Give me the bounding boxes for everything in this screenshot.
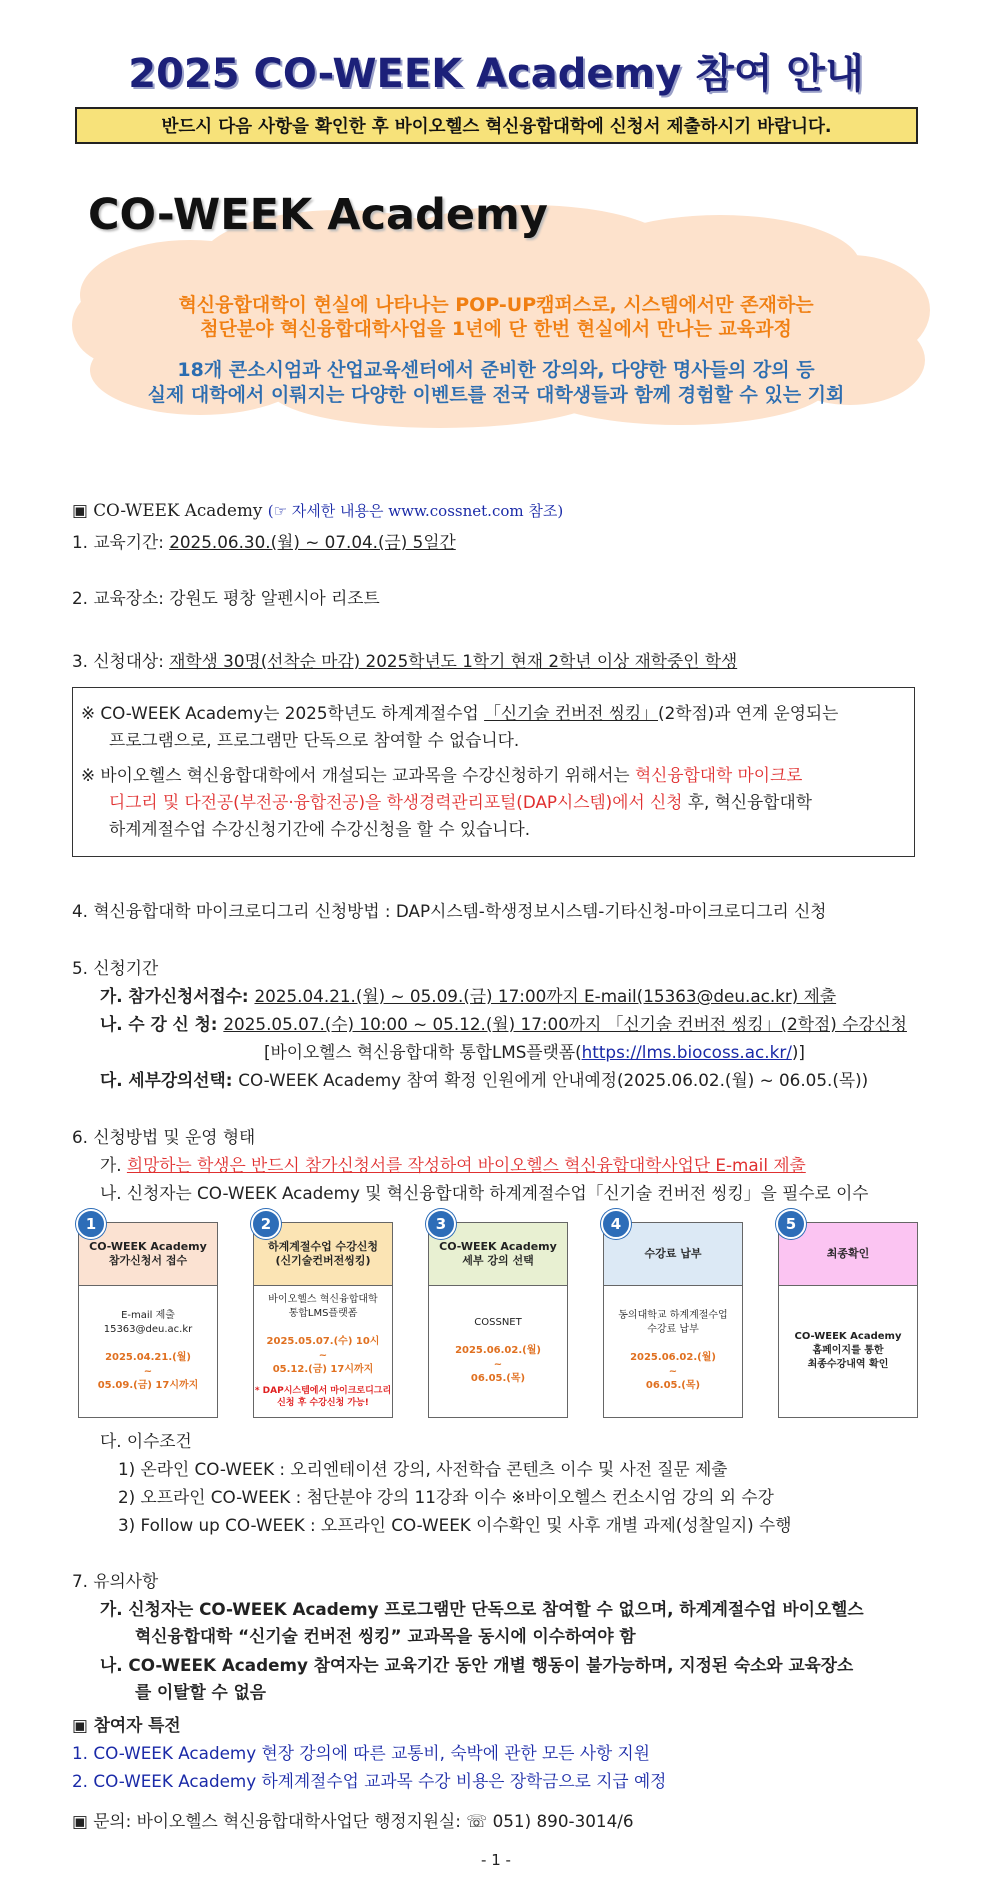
step-date-line: 06.05.(목) [645,1380,701,1391]
item-5b-sub: [바이오헬스 혁신융합대학 통합LMS플랫폼(https://lms.biocoss.ac.kr/)] [264,1042,805,1062]
step-date-line: 2025.05.07.(수) 10시 [266,1336,380,1347]
item-5b: 나. 수 강 신 청: 2025.05.07.(수) 10:00 ~ 05.12.(월) 17:00까지 「신기술 컨버전 씽킹」(2학점) 수강신청 [100,1014,907,1034]
step-body-line: CO-WEEK Academy [794,1331,902,1342]
step-date-line: ~ [143,1366,153,1377]
cloud-line-2: 첨단분야 혁신융합대학사업을 1년에 단 한번 현실에서 만나는 교육과정 [200,318,792,340]
step-warning-line: * DAP시스템에서 마이크로디그리 [254,1386,392,1396]
section-title: CO-WEEK Academy [93,500,263,520]
item-1-label: 1. 교육기간: [72,532,164,552]
step-card-2 [253,1222,393,1418]
benefit-2: 2. CO-WEEK Academy 하계계절수업 교과목 수강 비용은 장학금으로 지급 예정 [72,1771,667,1791]
item-6-title: 6. 신청방법 및 운영 형태 [72,1127,256,1147]
step-body [79,1285,217,1417]
step-date-line: 05.09.(금) 17시까지 [97,1380,199,1391]
step-body-line: 동의대학교 하계계절수업 [618,1310,728,1321]
item-7-title: 7. 유의사항 [72,1571,159,1591]
step-number-badge: 2 [251,1209,281,1239]
item-7a-1: 가. 신청자는 CO-WEEK Academy 프로그램만 단독으로 참여할 수 없으며, 하계계절수업 바이오헬스 [100,1599,864,1619]
step-card-5 [778,1222,918,1418]
step-number-badge: 1 [76,1209,106,1239]
note-2-line-2: 디그리 및 다전공(부전공·융합전공)을 학생경력관리포털(DAP시스템)에서 신청 후, 혁신융합대학 [109,792,812,812]
page-number: - 1 - [481,1851,511,1869]
cloud-line-1: 혁신융합대학이 현실에 나타나는 POP-UP캠퍼스로, 시스템에서만 존재하는 [178,294,814,316]
step-head-line: (신기술컨버전씽킹) [275,1254,371,1267]
step-head-line: 최종확인 [826,1247,870,1260]
step-body-line: 최종수강내역 확인 [807,1359,889,1370]
completion-title: 다. 이수조건 [100,1431,192,1451]
section-header [72,500,563,521]
step-body [779,1285,917,1417]
notice-banner [75,107,918,144]
item-3-value: 재학생 30명(선착순 마감) 2025학년도 1학기 현재 2학년 이상 재학중인 학생 [169,651,738,671]
item-3-label: 3. 신청대상: [72,651,164,671]
step-date-line: ~ [318,1350,328,1361]
step-number-badge: 5 [776,1209,806,1239]
step-date-line: 2025.04.21.(월) [105,1352,191,1363]
cloud-line-3: 18개 콘소시엄과 산업교육센터에서 준비한 강의와, 다양한 명사들의 강의 등 [177,359,815,381]
step-warning-line: 신청 후 수강신청 가능! [277,1398,369,1408]
step-body [429,1285,567,1417]
academy-heading: CO-WEEK Academy [88,190,548,240]
contact-line: ▣ 문의: 바이오헬스 혁신융합대학사업단 행정지원실: ☏ 051) 890-3014/6 [72,1811,634,1831]
step-head-line: CO-WEEK Academy [89,1240,207,1253]
step-head-line: 참가신청서 접수 [108,1254,188,1267]
step-body-line: 바이오헬스 혁신융합대학 [268,1294,378,1305]
section-marker: ▣ [72,500,88,520]
item-5-title: 5. 신청기간 [72,958,159,978]
section-ref: (☞ 자세한 내용은 www.cossnet.com 참조) [267,502,564,520]
step-date-line: 2025.06.02.(월) [455,1345,541,1356]
step-body [254,1285,392,1417]
note-2-line-3: 하계계절수업 수강신청기간에 수강신청을 할 수 있습니다. [109,819,531,839]
step-body-line: E-mail 제출 [121,1310,175,1321]
step-date-line: 06.05.(목) [470,1373,526,1384]
page-title: 2025 CO-WEEK Academy 참여 안내 [128,51,864,97]
note-1-line-1: ※ CO-WEEK Academy는 2025학년도 하계계절수업 「신기술 컨버전 씽킹」(2학점)과 연계 운영되는 [81,703,839,723]
step-card-1 [78,1222,218,1418]
item-2-label: 2. 교육장소: [72,588,164,608]
item-7b-1: 나. CO-WEEK Academy 참여자는 교육기간 동안 개별 행동이 불가능하며, 지정된 숙소와 교육장소 [100,1655,854,1675]
step-body-line: COSSNET [474,1317,522,1328]
item-1 [72,529,456,553]
step-card-4 [603,1222,743,1418]
item-6a: 가. 희망하는 학생은 반드시 참가신청서를 작성하여 바이오헬스 혁신융합대학사업단 E-mail 제출 [100,1155,806,1175]
step-body-line: 홈페이지를 통한 [812,1345,884,1356]
item-7b-2: 를 이탈할 수 없음 [135,1682,267,1702]
completion-2: 2) 오프라인 CO-WEEK : 첨단분야 강의 11강좌 이수 ※바이오헬스 컨소시엄 강의 외 수강 [118,1487,774,1507]
step-number-badge: 4 [601,1209,631,1239]
item-2-value: 강원도 평창 알펜시아 리조트 [169,588,380,608]
lms-link[interactable]: https://lms.biocoss.ac.kr/ [581,1042,792,1062]
item-2 [72,585,380,609]
step-date-line: ~ [668,1366,678,1377]
step-date-line: 05.12.(금) 17시까지 [272,1364,374,1375]
note-1-line-2: 프로그램으로, 프로그램만 단독으로 참여할 수 없습니다. [109,730,520,750]
step-body [604,1285,742,1417]
step-head-line: 수강료 납부 [644,1247,702,1260]
item-5c: 다. 세부강의선택: CO-WEEK Academy 참여 확정 인원에게 안내예정(2025.06.02.(월) ~ 06.05.(목)) [100,1070,869,1090]
step-card-3 [428,1222,568,1418]
step-body-line: 통합LMS플랫폼 [288,1308,358,1319]
item-4: 4. 혁신융합대학 마이크로디그리 신청방법 : DAP시스템-학생정보시스템-기타신청-마이크로디그리 신청 [72,901,827,921]
benefit-1: 1. CO-WEEK Academy 현장 강의에 따른 교통비, 숙박에 관한 모든 사항 지원 [72,1743,650,1763]
item-5a: 가. 참가신청서접수: 2025.04.21.(월) ~ 05.09.(금) 17:00까지 E-mail(15363@deu.ac.kr) 제출 [100,986,837,1006]
note-2-line-1: ※ 바이오헬스 혁신융합대학에서 개설되는 교과목을 수강신청하기 위해서는 혁신융합대학 마이크로 [81,765,803,785]
benefits-title: ▣ 참여자 특전 [72,1715,181,1735]
item-3 [72,648,737,672]
cloud-line-4: 실제 대학에서 이뤄지는 다양한 이벤트를 전국 대학생들과 함께 경험할 수 있는 기회 [147,384,845,406]
item-1-value: 2025.06.30.(월) ~ 07.04.(금) 5일간 [169,532,456,552]
step-head-line: 세부 강의 선택 [462,1254,534,1267]
step-head-line: CO-WEEK Academy [439,1240,557,1253]
notice-text: 반드시 다음 사항을 확인한 후 바이오헬스 혁신융합대학에 신청서 제출하시기 바랍니다. [161,117,832,137]
step-head-line: 하계계절수업 수강신청 [267,1240,379,1253]
step-body-line: 15363@deu.ac.kr [103,1324,193,1335]
step-number-badge: 3 [426,1209,456,1239]
step-body-line: 수강료 납부 [647,1324,699,1335]
completion-1: 1) 온라인 CO-WEEK : 오리엔테이션 강의, 사전학습 콘텐츠 이수 및 사전 질문 제출 [118,1459,728,1479]
step-date-line: ~ [493,1359,503,1370]
item-6b: 나. 신청자는 CO-WEEK Academy 및 혁신융합대학 하계계절수업「신기술 컨버전 씽킹」을 필수로 이수 [100,1183,869,1203]
item-7a-2: 혁신융합대학 “신기술 컨버전 씽킹” 교과목을 동시에 이수하여야 함 [135,1626,636,1646]
completion-3: 3) Follow up CO-WEEK : 오프라인 CO-WEEK 이수확인 및 사후 개별 과제(성찰일지) 수행 [118,1515,792,1535]
notes-box [72,687,915,857]
step-date-line: 2025.06.02.(월) [630,1352,716,1363]
